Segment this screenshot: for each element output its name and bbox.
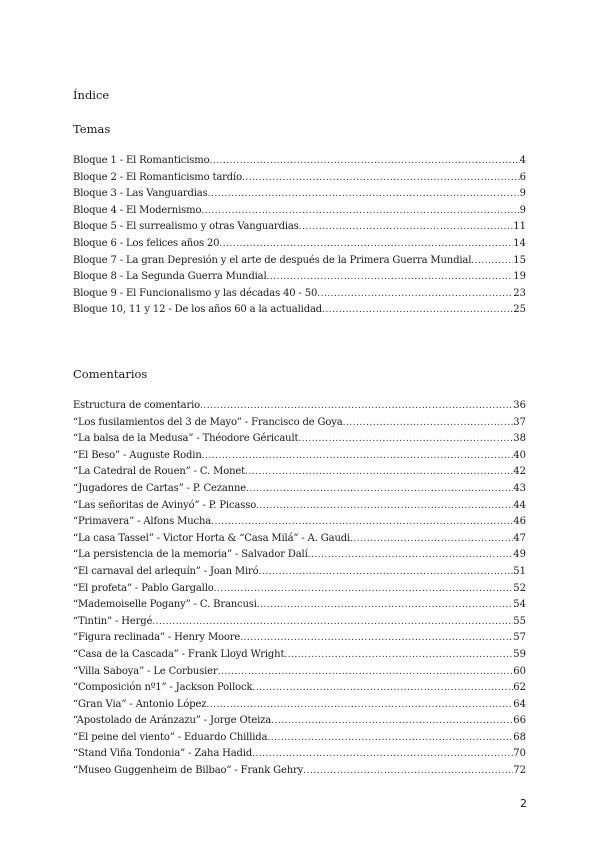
dot-leader xyxy=(245,464,513,481)
dot-leader xyxy=(211,514,513,531)
toc-entry-page: 19 xyxy=(513,271,526,283)
toc-entry-title: “La Catedral de Rouen” - C. Monet xyxy=(73,466,245,478)
toc-entry-title: “Composición nº1” - Jackson Pollock xyxy=(73,682,253,694)
toc-entry[interactable] xyxy=(73,498,526,515)
toc-entry[interactable] xyxy=(73,170,526,187)
toc-entry-title: “Las señoritas de Avinyó” - P. Picasso xyxy=(73,499,257,511)
dot-leader xyxy=(471,253,513,270)
toc-entry-page: 40 xyxy=(513,449,526,461)
toc-entry-page: 52 xyxy=(513,582,526,594)
toc-entry-page: 62 xyxy=(513,682,526,694)
toc-entry-page: 15 xyxy=(513,254,526,266)
toc-entry[interactable] xyxy=(73,464,526,481)
dot-leader xyxy=(256,498,513,515)
comments-toc-list xyxy=(73,398,526,780)
toc-entry-title: “Primavera” - Alfons Mucha xyxy=(73,516,212,528)
dot-leader xyxy=(267,269,514,286)
dot-leader xyxy=(298,431,513,448)
toc-entry-title: “Jugadores de Cartas” - P. Cezanne xyxy=(73,482,246,494)
dot-leader xyxy=(214,581,514,598)
dot-leader xyxy=(350,531,513,548)
dot-leader xyxy=(317,286,513,303)
toc-entry[interactable] xyxy=(73,286,526,303)
toc-entry-page: 49 xyxy=(513,549,526,561)
toc-entry-page: 6 xyxy=(519,171,526,183)
toc-entry[interactable] xyxy=(73,415,526,432)
toc-entry-page: 64 xyxy=(513,698,526,710)
dot-leader xyxy=(259,564,514,581)
toc-entry[interactable] xyxy=(73,531,526,548)
toc-entry-page: 55 xyxy=(513,615,526,627)
toc-entry-title: “Gran Via” - Antonio López xyxy=(73,698,207,710)
toc-entry-page: 14 xyxy=(513,237,526,249)
toc-entry[interactable] xyxy=(73,253,526,270)
dot-leader xyxy=(252,746,513,763)
dot-leader xyxy=(299,219,514,236)
dot-leader xyxy=(257,597,513,614)
toc-entry[interactable] xyxy=(73,581,526,598)
toc-entry-page: 37 xyxy=(513,416,526,428)
toc-entry[interactable] xyxy=(73,269,526,286)
toc-entry-title: “El profeta” - Pablo Gargallo xyxy=(73,582,214,594)
toc-entry[interactable] xyxy=(73,680,526,697)
toc-entry-title: Bloque 10, 11 y 12 - De los años 60 a la actualidad xyxy=(73,304,323,316)
page-number: 2 xyxy=(520,797,527,810)
dot-leader xyxy=(152,614,513,631)
toc-entry[interactable] xyxy=(73,597,526,614)
toc-entry-page: 23 xyxy=(513,287,526,299)
dot-leader xyxy=(218,664,514,681)
themes-heading: Temas xyxy=(73,122,111,136)
toc-entry[interactable] xyxy=(73,219,526,236)
toc-entry[interactable] xyxy=(73,153,526,170)
toc-entry-title: Bloque 3 - Las Vanguardias xyxy=(73,188,208,200)
toc-entry-title: Estructura de comentario xyxy=(73,400,200,411)
toc-entry-title: “Figura reclinada” - Henry Moore xyxy=(73,632,241,644)
toc-entry-page: 42 xyxy=(513,466,526,478)
dot-leader xyxy=(202,448,514,465)
toc-entry-title: “Museo Guggenheim de Bilbao” - Frank Gehry xyxy=(73,765,304,777)
toc-entry-title: “El peine del viento” - Eduardo Chillida xyxy=(73,731,268,743)
toc-entry-page: 66 xyxy=(513,715,526,727)
toc-entry-page: 59 xyxy=(513,648,526,660)
toc-entry-page: 44 xyxy=(513,499,526,511)
toc-entry-title: “Los fusilamientos del 3 de Mayo” - Francisco de Goya xyxy=(73,416,343,428)
toc-entry-page: 25 xyxy=(513,304,526,316)
toc-entry[interactable] xyxy=(73,398,526,415)
toc-entry-title: “Villa Saboya” - Le Corbusier xyxy=(73,665,218,677)
themes-toc-list xyxy=(73,153,526,319)
toc-entry-title: “Tintin” - Hergé xyxy=(73,615,153,627)
toc-entry[interactable] xyxy=(73,647,526,664)
dot-leader xyxy=(267,730,513,747)
toc-entry-page: 51 xyxy=(513,565,526,577)
toc-entry-page: 70 xyxy=(513,748,526,760)
dot-leader xyxy=(246,481,513,498)
toc-entry-page: 38 xyxy=(513,433,526,445)
toc-entry[interactable] xyxy=(73,763,526,780)
toc-entry[interactable] xyxy=(73,431,526,448)
dot-leader xyxy=(343,415,514,432)
toc-entry[interactable] xyxy=(73,203,526,220)
toc-entry-page: 47 xyxy=(513,532,526,544)
toc-entry-title: Bloque 9 - El Funcionalismo y las décadas 40 - 50 xyxy=(73,287,318,299)
toc-entry-title: “La casa Tassel” - Victor Horta & “Casa Milá” - A. Gaudi xyxy=(73,532,351,544)
toc-entry-title: “La balsa de la Medusa” - Théodore Géricault xyxy=(73,433,299,445)
toc-entry-title: Bloque 4 - El Modernismo xyxy=(73,204,202,216)
toc-entry-title: Bloque 5 - El surrealismo y otras Vanguardias xyxy=(73,221,299,233)
toc-entry[interactable] xyxy=(73,630,526,647)
toc-entry[interactable] xyxy=(73,664,526,681)
toc-entry-title: “Casa de la Cascada” - Frank Lloyd Wright xyxy=(73,648,285,660)
toc-entry-title: “Apostolado de Aránzazu” - Jorge Oteiza xyxy=(73,715,272,727)
dot-leader xyxy=(209,153,519,170)
toc-entry-title: “El carnaval del arlequín” - Joan Miró xyxy=(73,565,259,577)
dot-leader xyxy=(200,398,513,415)
toc-entry[interactable] xyxy=(73,481,526,498)
toc-entry-page: 60 xyxy=(513,665,526,677)
dot-leader xyxy=(240,630,513,647)
dot-leader xyxy=(252,680,513,697)
toc-entry[interactable] xyxy=(73,614,526,631)
dot-leader xyxy=(303,763,513,780)
toc-entry[interactable] xyxy=(73,186,526,203)
toc-entry-title: Bloque 7 - La gran Depresión y el arte de después de la Primera Guerra Mundial xyxy=(73,254,472,266)
dot-leader xyxy=(206,697,513,714)
dot-leader xyxy=(322,302,513,319)
toc-entry-title: Bloque 6 - Los felices años 20 xyxy=(73,237,220,249)
toc-entry-title: “Stand Viña Tondonia” - Zaha Hadid xyxy=(73,748,253,760)
toc-entry-page: 46 xyxy=(513,516,526,528)
dot-leader xyxy=(201,203,519,220)
toc-entry-page: 9 xyxy=(519,204,526,216)
toc-entry[interactable] xyxy=(73,514,526,531)
toc-entry-title: Bloque 1 - El Romanticismo xyxy=(73,155,210,166)
dot-leader xyxy=(219,236,513,253)
toc-entry-title: “La persistencia de la memoria” - Salvador Dalí xyxy=(73,549,308,561)
dot-leader xyxy=(284,647,513,664)
toc-entry[interactable] xyxy=(73,564,526,581)
toc-entry-title: “El Beso” - Auguste Rodin xyxy=(73,449,202,461)
toc-entry[interactable] xyxy=(73,730,526,747)
toc-entry-page: 36 xyxy=(513,400,526,411)
toc-entry[interactable] xyxy=(73,448,526,465)
toc-entry[interactable] xyxy=(73,713,526,730)
dot-leader xyxy=(308,547,514,564)
toc-entry-page: 9 xyxy=(519,188,526,200)
dot-leader xyxy=(271,713,513,730)
index-title: Índice xyxy=(73,88,110,102)
toc-entry-page: 43 xyxy=(513,482,526,494)
toc-entry[interactable] xyxy=(73,547,526,564)
toc-entry-page: 11 xyxy=(513,221,526,233)
toc-entry[interactable] xyxy=(73,746,526,763)
dot-leader xyxy=(242,170,520,187)
toc-entry-page: 54 xyxy=(513,599,526,611)
toc-entry[interactable] xyxy=(73,302,526,319)
toc-entry-page: 4 xyxy=(519,155,526,166)
toc-entry[interactable] xyxy=(73,697,526,714)
toc-entry-page: 68 xyxy=(513,731,526,743)
toc-entry-title: Bloque 2 - El Romanticismo tardío xyxy=(73,171,242,183)
comments-heading: Comentarios xyxy=(73,367,148,381)
toc-entry[interactable] xyxy=(73,236,526,253)
toc-entry-page: 57 xyxy=(513,632,526,644)
toc-entry-title: Bloque 8 - La Segunda Guerra Mundial xyxy=(73,271,267,283)
toc-entry-page: 72 xyxy=(513,765,526,777)
toc-entry-title: “Mademoiselle Pogany” - C. Brancusi xyxy=(73,599,257,611)
dot-leader xyxy=(208,186,520,203)
